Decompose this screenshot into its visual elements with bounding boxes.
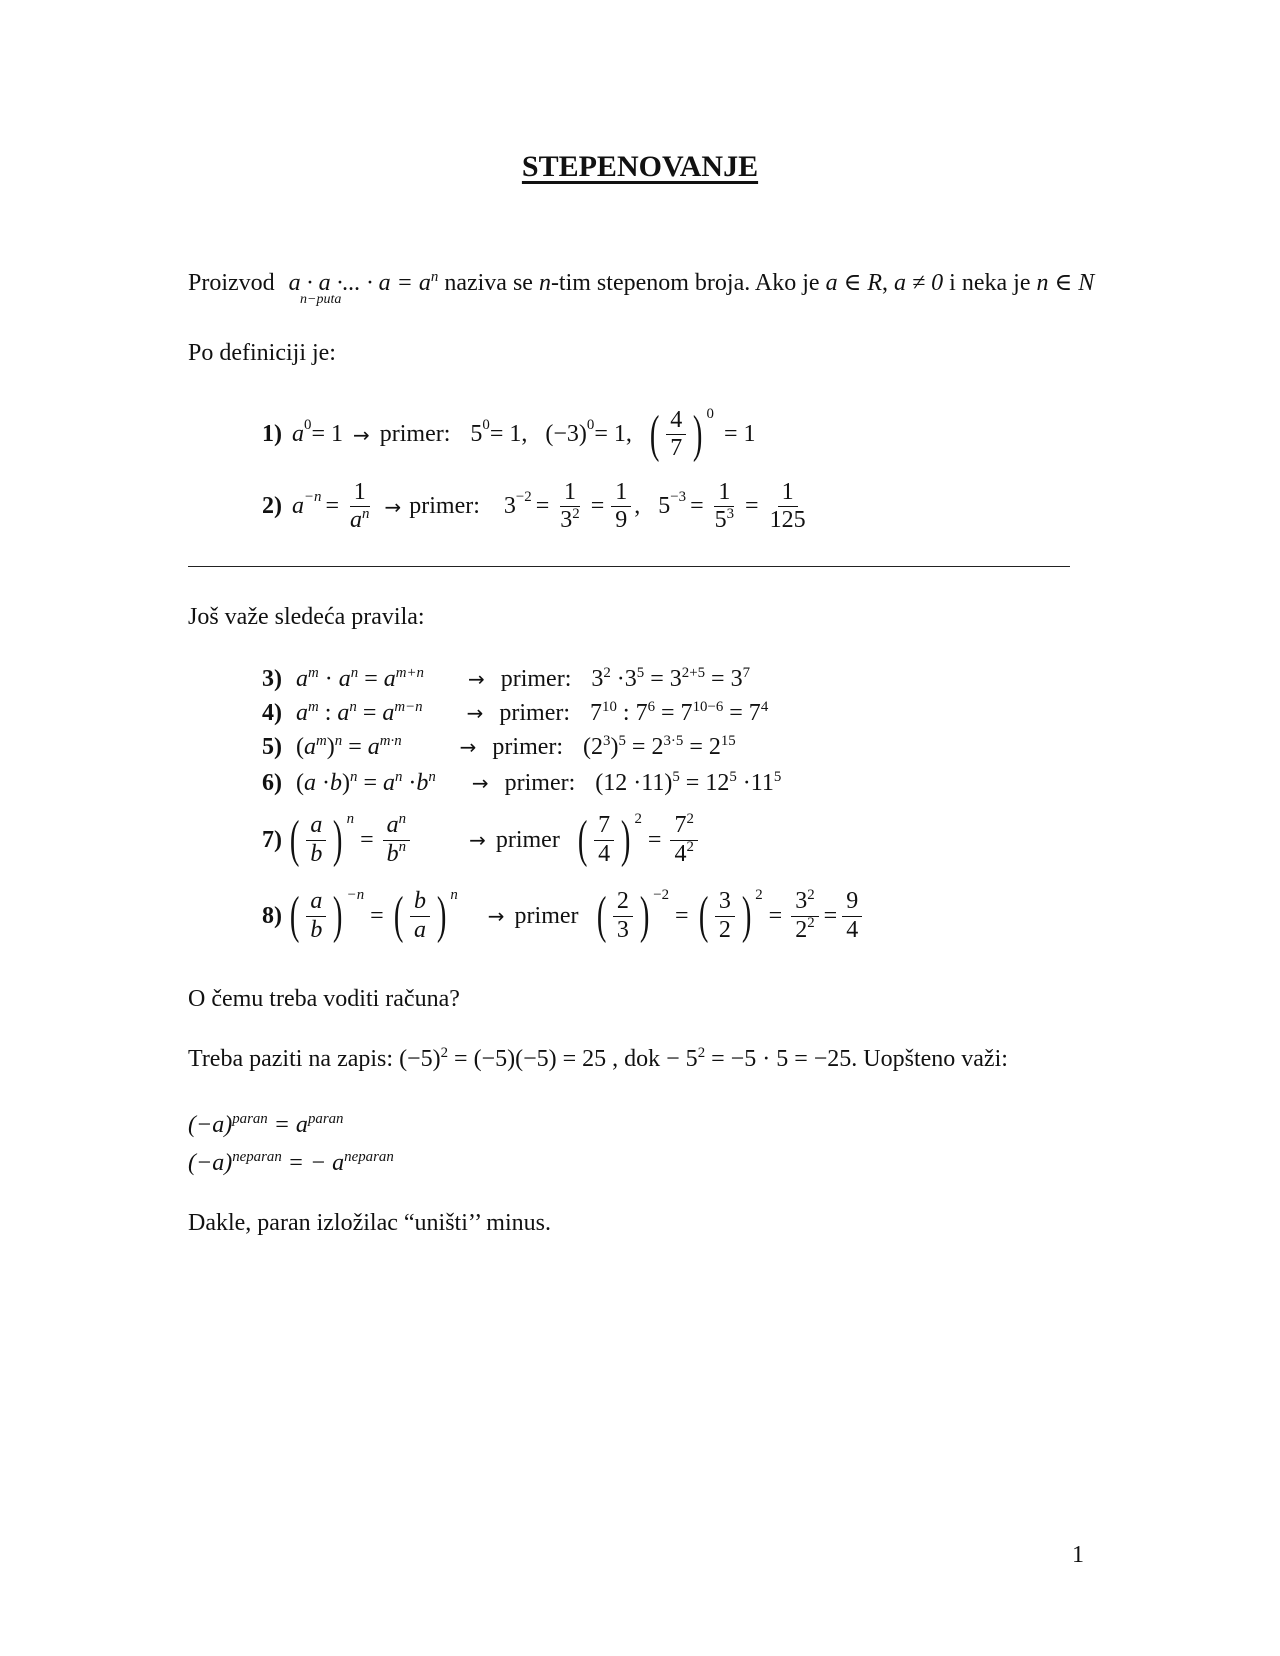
note-tail: . Uopšteno važi:: [851, 1046, 1008, 1072]
rule-6: 6) $(a \cdot b)^n = a^n \cdot b^n$ → primer: $(12 \cdot 11)^5 = 12^5 \cdot 11^5$: [262, 768, 782, 796]
rule-5: 5) $(a^m)^n = a^{m\cdot n}$ → primer: $(2^3)^5 = 2^{3\cdot 5} = 2^{15}$: [262, 732, 736, 760]
rule4-label: 4): [262, 700, 282, 726]
arrow-icon: →: [467, 667, 485, 691]
underbrace-label: n−puta: [300, 292, 342, 307]
conclusion: Dakle, paran izložilac “uništi’’ minus.: [188, 1210, 551, 1236]
note-line: [188, 1046, 1008, 1073]
def2-den: a: [350, 507, 363, 534]
rule-8: 8) ( $\frac{a}{b}$ ) $^{-n}$ = ( $\frac{b}{a}$ ) $^n$ → primer ( $\frac{2}{3}$ ) $^{-2}$ = ( $\frac{3}{2}$ ) $^2$ = $\frac{3^2}{2^2}$ = $\frac{9}{4}$: [262, 884, 865, 948]
def1-ex1: 5: [470, 421, 483, 448]
def2-f3-num: 1: [714, 480, 734, 507]
arrow-icon: →: [466, 701, 484, 725]
definition-1: 1) a $^0$ = 1 → primer: 5 $^0$ = 1, (−3) $^0$ = 1, ( $\frac{4}{7}$ ) $^0$ = 1: [262, 405, 756, 463]
note-expr1: (−5): [399, 1046, 441, 1072]
def2-f4-num: 1: [778, 480, 798, 507]
general2-lhs: (−a): [188, 1150, 233, 1176]
rule3-label: 3): [262, 666, 282, 692]
arrow-icon: →: [471, 771, 489, 795]
note-expr1-exp: 2: [440, 1044, 449, 1061]
def1-ex3-rhs: = 1: [723, 421, 756, 448]
def1-ex1-rhs: = 1,: [489, 421, 528, 448]
arrow-icon: →: [352, 422, 370, 447]
arrow-icon: →: [459, 735, 477, 759]
def2-ex1: 3: [503, 493, 516, 520]
page-title: STEPENOVANJE: [521, 150, 759, 183]
rule3-primer: primer:: [500, 666, 572, 692]
definition-2: 2) a $^{-n}$ = $\frac{1}{a^n}$ → primer: 3 $^{-2}$ = $\frac{1}{3^2}$ = $\frac{1}{9}$ , 5 $^{-3}$ = $\frac{1}{5^3}$ = $\frac{1}{125}$: [262, 480, 813, 533]
rule-3: 3) $a^m \cdot a^n = a^{m+n}$ → primer: $3^2 \cdot 3^5 = 3^{2+5} = 3^7$: [262, 664, 751, 692]
divider-line: [188, 566, 1070, 567]
rule8-label: 8): [262, 902, 282, 929]
product-exponent: n: [430, 268, 439, 285]
general1-exp: paran: [232, 1110, 268, 1127]
arrow-icon: →: [487, 904, 505, 928]
question-heading: O čemu treba voditi računa?: [188, 986, 460, 1012]
general-rule-1: [188, 1112, 343, 1139]
intro-text-3: i neka je: [943, 270, 1037, 296]
condition-n-in-n: n ∈ N: [1036, 270, 1095, 296]
note-expr1-rhs: = (−5)(−5) = 25: [448, 1046, 607, 1072]
general1-rhs-exp: paran: [307, 1110, 344, 1127]
page-number: 1: [1072, 1542, 1084, 1568]
rule7-primer: primer: [495, 826, 560, 853]
def1-ex2-rhs: = 1,: [594, 421, 632, 448]
intro-text-2: -tim stepenom broja. Ako je: [550, 270, 826, 296]
note-expr2-exp: 2: [697, 1044, 706, 1061]
general2-rhs-exp: neparan: [344, 1148, 394, 1165]
intro-word: Proizvod: [188, 270, 275, 296]
general1-lhs: (−a): [188, 1112, 233, 1138]
general1-rhs: = a: [267, 1112, 308, 1138]
note-dok: , dok: [606, 1046, 667, 1072]
intro-text: naziva se: [438, 270, 539, 296]
rule-7: 7) ( $\frac{a}{b}$ ) $^n$ = $\frac{a^n}{b^n}$ → primer ( $\frac{7}{4}$ ) $^2$ = $\frac{7^2}{4^2}$: [262, 808, 701, 872]
arrow-icon: →: [384, 494, 402, 519]
product-expression: a · a ·... · a = a: [288, 270, 431, 296]
def1-ex2: (−3): [545, 421, 587, 448]
general2-exp: neparan: [232, 1148, 282, 1165]
rule4-primer: primer:: [499, 700, 571, 726]
def2-label: 2): [262, 493, 282, 520]
def2-f1-den-exp: 2: [572, 505, 580, 522]
def2-base: a: [292, 493, 304, 520]
intro-line: Proizvod a · a ·... · $a = a^n$ naziva se n-tim stepenom broja. Ako je a ∈ R, a ≠ 0 i neka je n ∈ N: [188, 268, 1095, 296]
definition-heading: Po definiciji je:: [188, 340, 336, 366]
def2-f4-den: 125: [769, 507, 806, 534]
def1-base: a: [292, 421, 304, 448]
def2-f3-den: 5: [714, 507, 727, 534]
rule6-primer: primer:: [504, 770, 576, 796]
def2-f1-num: 1: [560, 480, 580, 507]
rule7-label: 7): [262, 826, 282, 853]
rules-heading: Još važe sledeća pravila:: [188, 604, 425, 630]
general-rule-2: [188, 1150, 394, 1177]
def1-rhs: = 1: [311, 421, 343, 448]
rule8-primer: primer: [514, 902, 579, 929]
rule5-label: 5): [262, 734, 282, 760]
def2-primer: primer:: [409, 493, 480, 520]
def2-f1-den: 3: [560, 507, 573, 534]
def1-ex3: ( $\frac{4}{7}$ ): [649, 405, 703, 463]
def1-label: 1): [262, 421, 282, 448]
condition-a-in-r: a ∈ R: [825, 270, 882, 296]
def1-ex3-num: 4: [666, 408, 686, 435]
def1-ex3-den: 7: [670, 435, 683, 462]
n-variable: n: [538, 270, 551, 296]
def2-ex2: 5: [658, 493, 671, 520]
note-expr2: − 5: [666, 1046, 698, 1072]
note-expr2-rhs: = −5 · 5 = −25: [705, 1046, 852, 1072]
condition-a-nonzero: a ≠ 0: [894, 270, 944, 296]
rule-4: 4) $a^m$ : $a^n = a^{m-n}$ → primer: $7^{10}$ : $7^6 = 7^{10-6} = 7^4$: [262, 698, 769, 726]
arrow-icon: →: [469, 828, 486, 852]
note-lead: Treba paziti na zapis:: [188, 1046, 400, 1072]
def2-f2-num: 1: [611, 480, 631, 507]
rule6-label: 6): [262, 770, 282, 796]
rule5-primer: primer:: [492, 734, 564, 760]
def1-primer: primer:: [379, 421, 451, 448]
def2-den-exp: n: [362, 505, 370, 522]
def2-num: 1: [350, 480, 370, 507]
def2-f3-den-exp: 3: [726, 505, 735, 522]
def2-f2-den: 9: [615, 507, 628, 534]
general2-rhs: = − a: [281, 1150, 345, 1176]
